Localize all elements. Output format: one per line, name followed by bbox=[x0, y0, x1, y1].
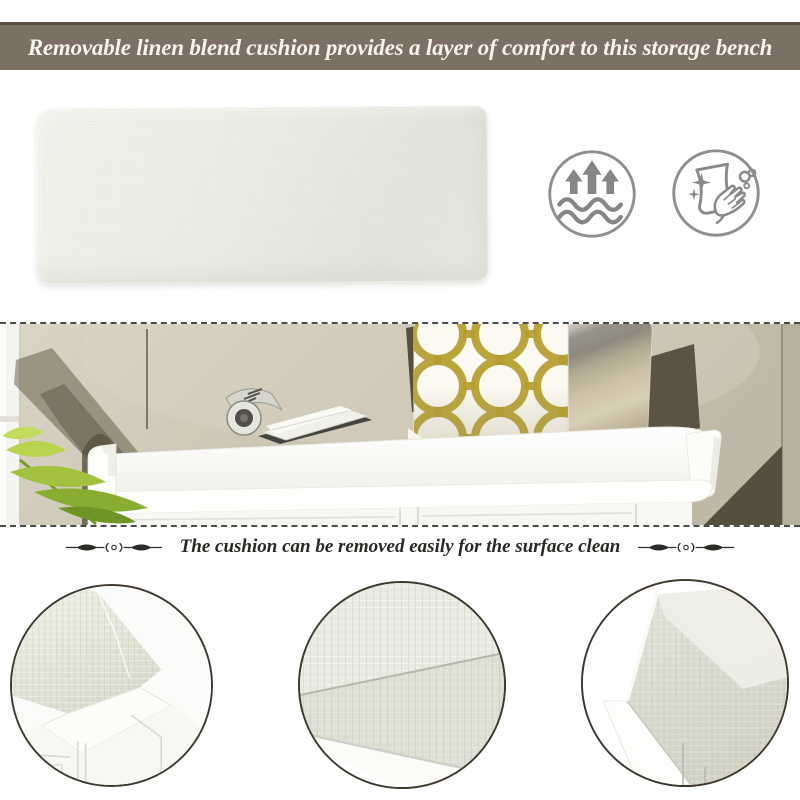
wavy-lines bbox=[559, 199, 620, 222]
easy-clean-icon bbox=[668, 145, 764, 241]
flourish-left-icon bbox=[66, 539, 162, 556]
photo-scene bbox=[0, 324, 800, 525]
flourish-right-icon bbox=[638, 539, 734, 556]
fabric-texture-closeup bbox=[298, 581, 506, 789]
wiping-hand bbox=[715, 186, 745, 223]
up-arrows bbox=[565, 160, 619, 194]
linen-texture bbox=[35, 105, 488, 284]
wall-corner-line bbox=[146, 329, 148, 429]
cushion-product-image bbox=[35, 105, 488, 284]
banner-text: Removable linen blend cushion provides a layer of comfort to this storage bench bbox=[27, 34, 773, 60]
caption-text: The cushion can be removed easily for the surface clean bbox=[179, 536, 621, 557]
breathable-icon bbox=[544, 146, 640, 242]
bench-lifestyle-photo bbox=[0, 322, 800, 527]
cushion-corner-closeup bbox=[581, 579, 789, 787]
bench-corner-closeup bbox=[10, 584, 213, 787]
top-banner bbox=[0, 22, 800, 70]
left-wall-trim bbox=[0, 324, 21, 525]
caption-row bbox=[0, 531, 800, 563]
